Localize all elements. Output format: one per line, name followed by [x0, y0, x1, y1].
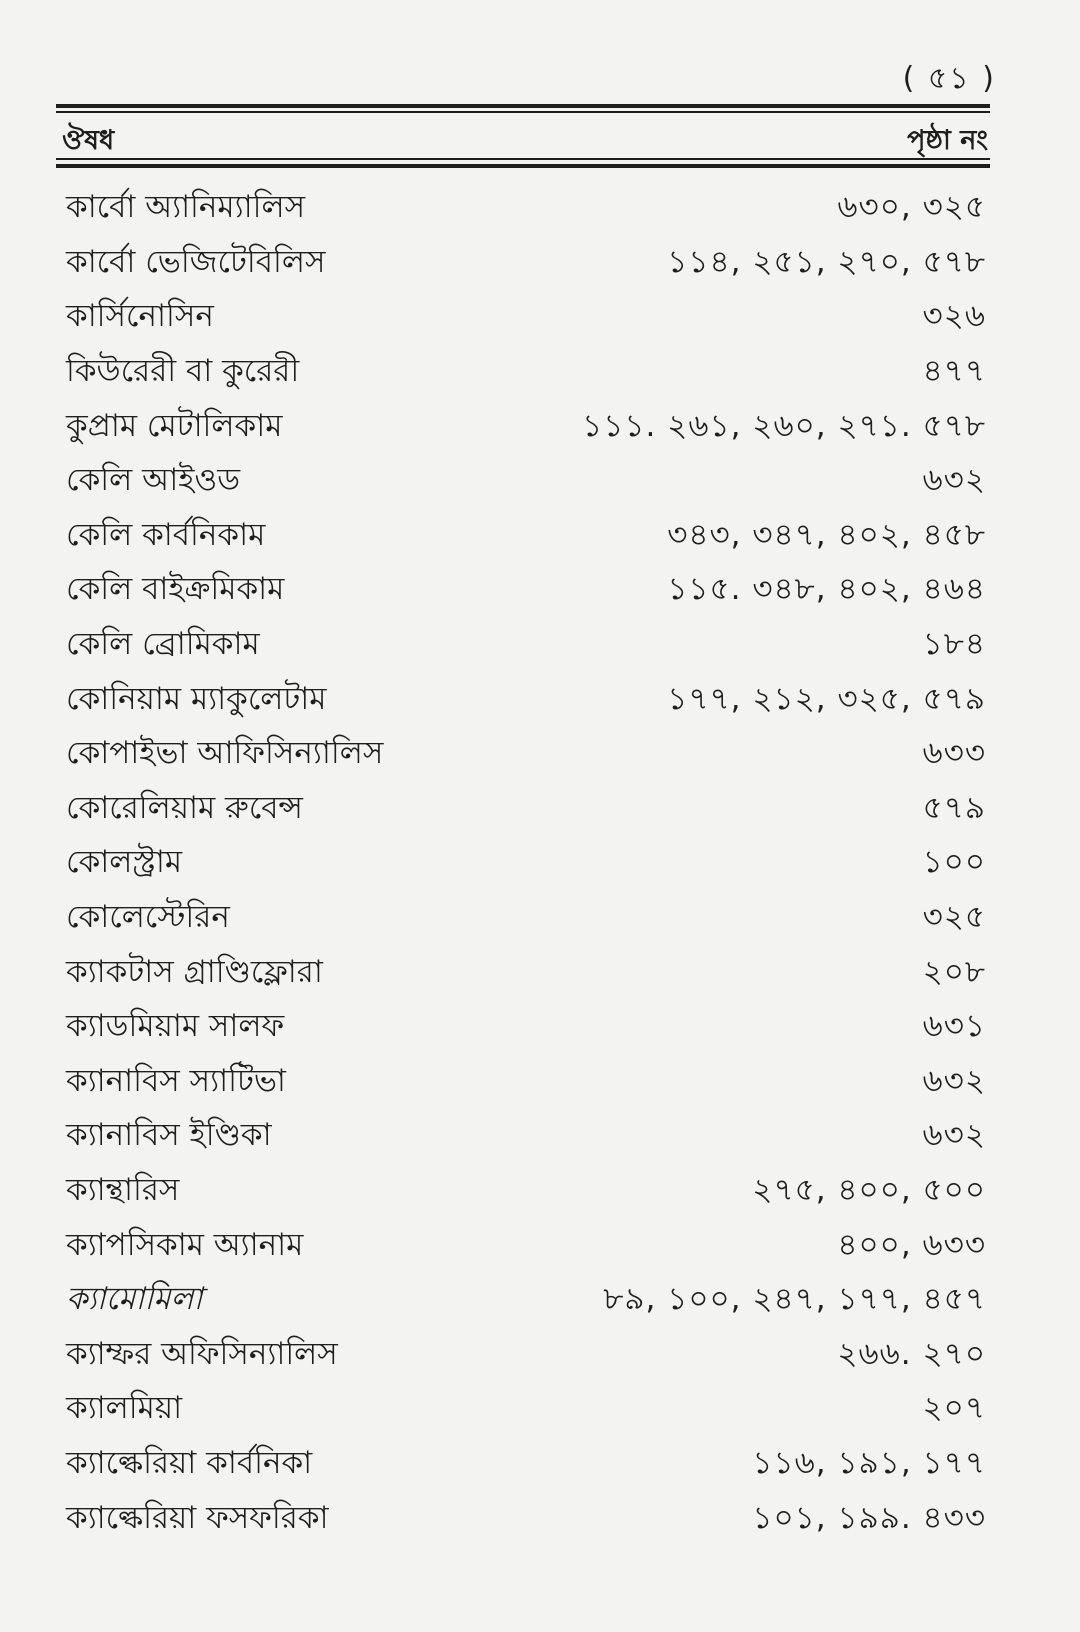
page-numbers: ৮৯, ১০০, ২৪৭, ১৭৭, ৪৫৭ — [603, 1281, 986, 1318]
page-numbers: ৬৩০, ৩২৫ — [837, 189, 986, 226]
index-entry — [66, 1001, 986, 1056]
page-numbers: ৪৭৭ — [922, 353, 986, 390]
medicine-name: কোপাইভা আফিসিন্যালিস — [66, 735, 384, 772]
medicine-index-list — [66, 182, 986, 1547]
page-numbers: ৩৪৩, ৩৪৭, ৪০২, ৪৫৮ — [667, 516, 986, 553]
index-entry — [66, 400, 986, 455]
top-rule-thick — [56, 104, 990, 108]
medicine-name: ক্যাডমিয়াম সালফ — [66, 1008, 285, 1045]
medicine-name: ক্যাপসিকাম অ্যানাম — [66, 1226, 304, 1263]
page-numbers: ৬৩৩ — [922, 735, 986, 772]
page-numbers: ২৭৫, ৪০০, ৫০০ — [752, 1171, 986, 1208]
index-entry — [66, 237, 986, 292]
page-numbers: ১০০ — [922, 844, 986, 881]
index-entry — [66, 564, 986, 619]
medicine-name: কিউরেরী বা কুরেরী — [66, 353, 300, 390]
page-numbers: ৬৩১ — [922, 1008, 986, 1045]
index-entry — [66, 1274, 986, 1329]
index-entry — [66, 1383, 986, 1438]
medicine-name: কেলি আইওড — [66, 462, 241, 499]
index-entry — [66, 837, 986, 892]
index-entry — [66, 673, 986, 728]
page-numbers: ৫৭৯ — [922, 789, 986, 826]
medicine-name: ক্যাল্কেরিয়া ফসফরিকা — [66, 1499, 329, 1536]
medicine-name: কেলি কার্বনিকাম — [66, 516, 266, 553]
page-numbers: ৬৩২ — [922, 462, 986, 499]
medicine-name: ক্যালমিয়া — [66, 1390, 183, 1427]
page-numbers: ১১১. ২৬১, ২৬০, ২৭১. ৫৭৮ — [582, 407, 986, 444]
index-entry — [66, 1165, 986, 1220]
medicine-name: কেলি বাইক্রমিকাম — [66, 571, 285, 608]
page-numbers: ৬৩২ — [922, 1062, 986, 1099]
index-entry — [66, 1219, 986, 1274]
header-page-no: পৃষ্ঠা নং — [907, 125, 988, 156]
medicine-name: ক্যান্থারিস — [66, 1171, 180, 1208]
medicine-name: কার্সিনোসিন — [66, 298, 214, 335]
index-entry — [66, 783, 986, 838]
medicine-name: ক্যাল্কেরিয়া কার্বনিকা — [66, 1444, 313, 1481]
header-medicine: ঔষধ — [62, 125, 115, 156]
page-numbers: ২৬৬. ২৭০ — [837, 1335, 986, 1372]
page-numbers: ৩২৫ — [922, 899, 986, 936]
page-numbers: ১৭৭, ২১২, ৩২৫, ৫৭৯ — [667, 680, 986, 717]
index-entry — [66, 1438, 986, 1493]
page-number: ( ৫১ ) — [902, 61, 996, 96]
index-entry — [66, 346, 986, 401]
page-numbers: ১১৬, ১৯১, ১৭৭ — [752, 1444, 986, 1481]
index-entry — [66, 728, 986, 783]
medicine-name: ক্যানাবিস ইণ্ডিকা — [66, 1117, 272, 1154]
index-entry — [66, 1492, 986, 1547]
page-numbers: ৪০০, ৬৩৩ — [837, 1226, 986, 1263]
medicine-name: কার্বো অ্যানিম্যালিস — [66, 189, 306, 226]
medicine-name: ক্যামোমিলা — [66, 1281, 203, 1318]
index-entry — [66, 182, 986, 237]
index-entry — [66, 946, 986, 1001]
page-numbers: ২০৮ — [922, 953, 986, 990]
index-entry — [66, 291, 986, 346]
page-numbers: ১০১, ১৯৯. ৪৩৩ — [752, 1499, 986, 1536]
header-rule-thin — [56, 158, 990, 160]
medicine-name: কুপ্রাম মেটালিকাম — [66, 407, 283, 444]
index-entry — [66, 1110, 986, 1165]
index-entry — [66, 892, 986, 947]
index-entry — [66, 455, 986, 510]
medicine-name: কোনিয়াম ম্যাকুলেটাম — [66, 680, 327, 717]
page-numbers: ৬৩২ — [922, 1117, 986, 1154]
index-entry — [66, 619, 986, 674]
medicine-name: ক্যাকটাস গ্রাণ্ডিফ্লোরা — [66, 953, 323, 990]
medicine-name: ক্যাম্ফর অফিসিন্যালিস — [66, 1335, 338, 1372]
medicine-name: কোলস্ট্রাম — [66, 844, 183, 881]
page-numbers: ১১৪, ২৫১, ২৭০, ৫৭৮ — [667, 243, 986, 280]
medicine-name: কার্বো ভেজিটেবিলিস — [66, 243, 326, 280]
page-numbers: ২০৭ — [922, 1390, 986, 1427]
page-numbers: ৩২৬ — [922, 298, 986, 335]
medicine-name: কোলেস্টেরিন — [66, 899, 230, 936]
header-rule-thick — [56, 164, 990, 168]
index-entry — [66, 1328, 986, 1383]
medicine-name: ক্যানাবিস স্যাটিভা — [66, 1062, 286, 1099]
medicine-name: কেলি ব্রোমিকাম — [66, 626, 260, 663]
page-numbers: ১৮৪ — [922, 626, 986, 663]
medicine-name: কোরেলিয়াম রুবেন্স — [66, 789, 303, 826]
top-rule-thin — [56, 111, 990, 113]
page-numbers: ১১৫. ৩৪৮, ৪০২, ৪৬৪ — [667, 571, 986, 608]
index-entry — [66, 1056, 986, 1111]
index-entry — [66, 510, 986, 565]
